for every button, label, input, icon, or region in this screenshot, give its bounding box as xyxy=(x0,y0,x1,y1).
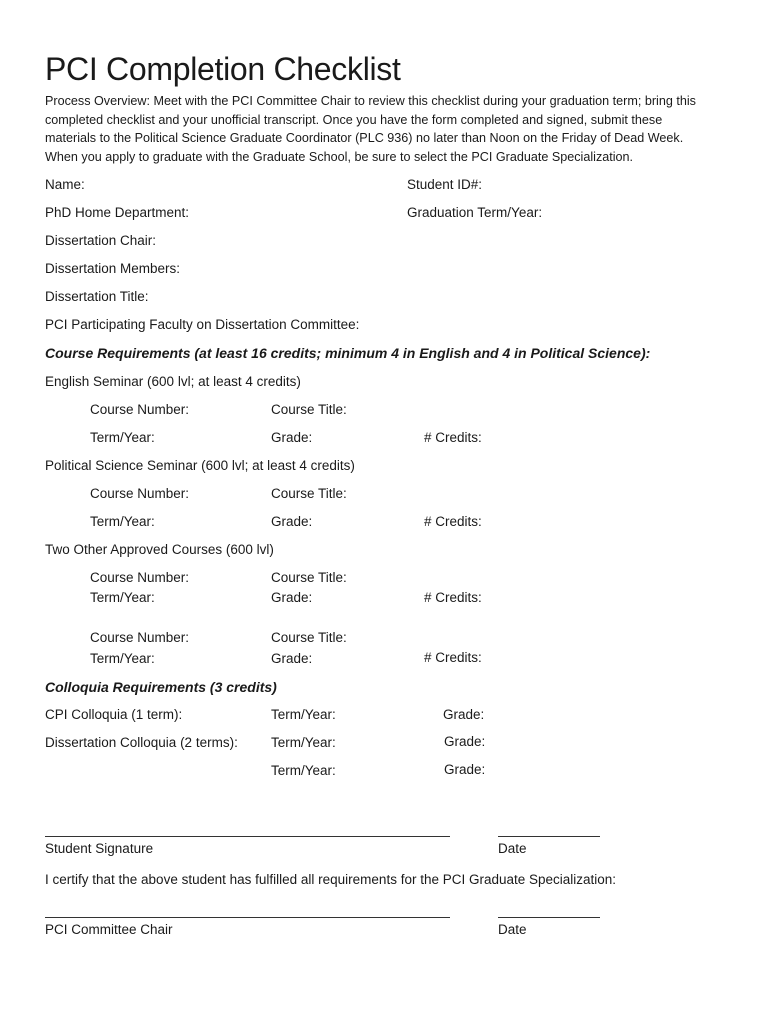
student-id-label: Student ID#: xyxy=(407,177,483,192)
grade-label: Grade: xyxy=(271,514,313,529)
term-year-label: Term/Year: xyxy=(90,590,155,605)
home-department-label: PhD Home Department: xyxy=(45,205,190,220)
term-year-label: Term/Year: xyxy=(90,430,155,445)
colloquia-heading: Colloquia Requirements (3 credits) xyxy=(45,679,277,695)
course-title-label: Course Title: xyxy=(271,630,347,645)
student-date-line[interactable] xyxy=(498,836,600,837)
term-year-label: Term/Year: xyxy=(271,707,336,722)
committee-chair-signature-line[interactable] xyxy=(45,917,450,918)
certification-statement: I certify that the above student has fulfilled all requirements for the PCI Graduate Specialization: xyxy=(45,872,617,887)
course-number-label: Course Number: xyxy=(90,486,190,501)
course-title-label: Course Title: xyxy=(271,486,347,501)
course-number-label: Course Number: xyxy=(90,570,190,585)
process-overview xyxy=(45,92,735,166)
chair-date-line[interactable] xyxy=(498,917,600,918)
student-signature-line[interactable] xyxy=(45,836,450,837)
date-label: Date xyxy=(498,841,527,856)
dissertation-title-label: Dissertation Title: xyxy=(45,289,149,304)
english-seminar-label: English Seminar (600 lvl; at least 4 credits) xyxy=(45,374,301,389)
committee-chair-label: PCI Committee Chair xyxy=(45,922,173,937)
overview-line: Process Overview: Meet with the PCI Committee Chair to review this checklist during your graduation term; bring this xyxy=(45,94,696,108)
graduation-term-label: Graduation Term/Year: xyxy=(407,205,543,220)
dissertation-members-label: Dissertation Members: xyxy=(45,261,181,276)
term-year-label: Term/Year: xyxy=(271,735,336,750)
grade-label: Grade: xyxy=(271,590,313,605)
course-number-label: Course Number: xyxy=(90,630,190,645)
student-signature-label: Student Signature xyxy=(45,841,154,856)
name-label: Name: xyxy=(45,177,85,192)
credits-label: # Credits: xyxy=(424,514,482,529)
dissertation-chair-label: Dissertation Chair: xyxy=(45,233,157,248)
grade-label: Grade: xyxy=(444,734,486,749)
course-requirements-heading: Course Requirements (at least 16 credits; minimum 4 in English and 4 in Political Science): xyxy=(45,345,651,361)
credits-label: # Credits: xyxy=(424,650,482,665)
overview-line: materials to the Political Science Graduate Coordinator (PLC 936) no later than Noon on the Friday of Dead Week. xyxy=(45,131,684,145)
cpi-colloquia-label: CPI Colloquia (1 term): xyxy=(45,707,183,722)
grade-label: Grade: xyxy=(271,651,313,666)
course-number-label: Course Number: xyxy=(90,402,190,417)
grade-label: Grade: xyxy=(271,430,313,445)
overview-line: completed checklist and your unofficial transcript. Once you have the form completed and signed, submit these xyxy=(45,112,663,127)
course-title-label: Course Title: xyxy=(271,402,347,417)
polisci-seminar-label: Political Science Seminar (600 lvl; at least 4 credits) xyxy=(45,458,355,473)
pci-faculty-label: PCI Participating Faculty on Dissertation Committee: xyxy=(45,317,360,332)
credits-label: # Credits: xyxy=(424,590,482,605)
term-year-label: Term/Year: xyxy=(90,514,155,529)
dissertation-colloquia-label: Dissertation Colloquia (2 terms): xyxy=(45,735,238,750)
course-title-label: Course Title: xyxy=(271,570,347,585)
term-year-label: Term/Year: xyxy=(271,763,336,778)
grade-label: Grade: xyxy=(443,707,485,722)
overview-line: When you apply to graduate with the Graduate School, be sure to select the PCI Graduate Specialization. xyxy=(45,149,634,164)
credits-label: # Credits: xyxy=(424,430,482,445)
page-title: PCI Completion Checklist xyxy=(45,51,401,87)
term-year-label: Term/Year: xyxy=(90,651,155,666)
other-courses-label: Two Other Approved Courses (600 lvl) xyxy=(45,542,274,557)
grade-label: Grade: xyxy=(444,762,486,777)
date-label: Date xyxy=(498,922,527,937)
